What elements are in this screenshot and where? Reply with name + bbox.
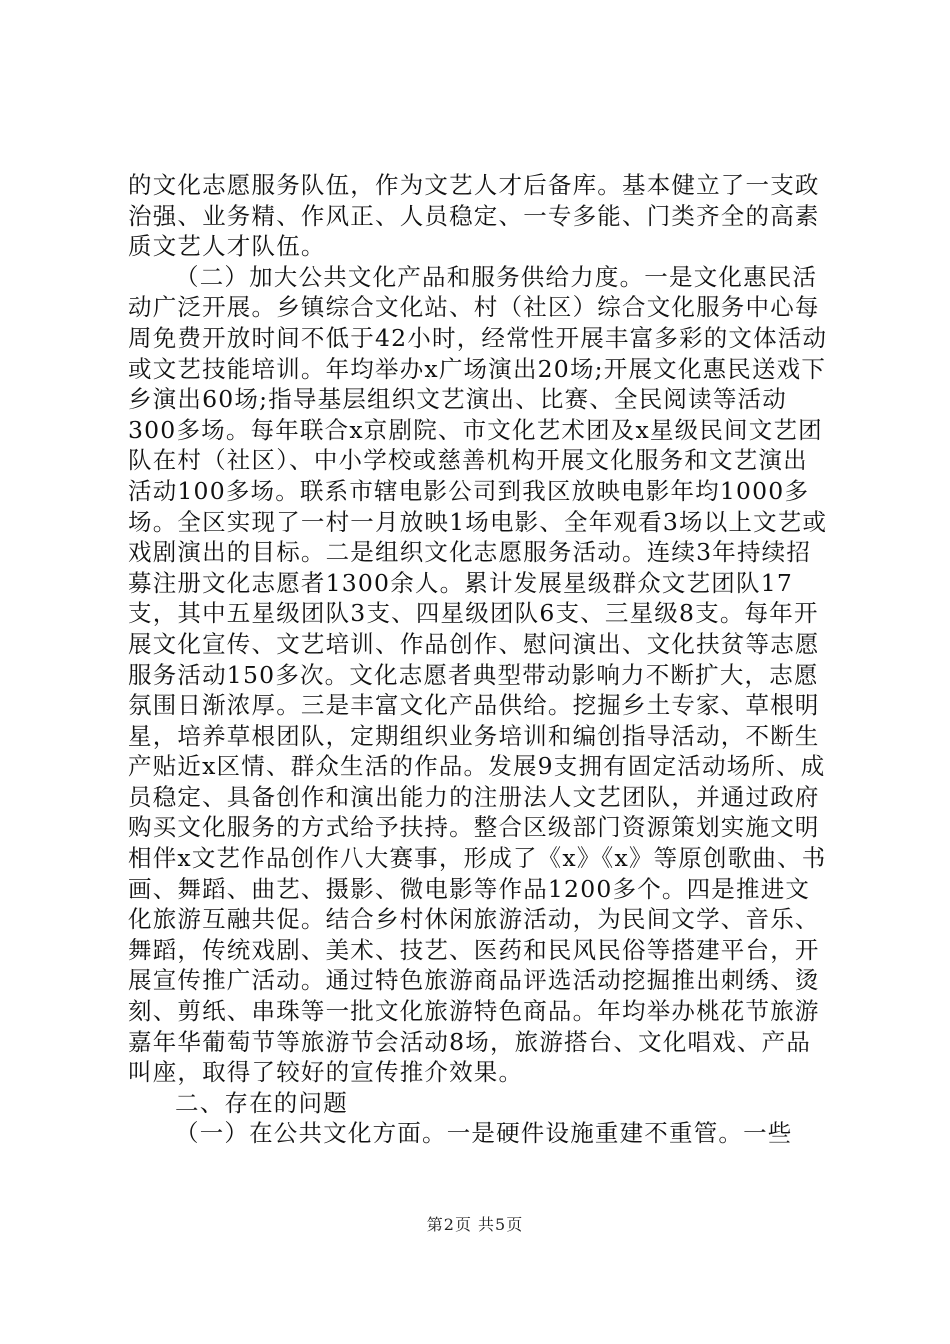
paragraph-public-culture-problems: （一）在公共文化方面。一是硬件设施重建不重管。一些: [175, 1119, 793, 1148]
paragraph-continuation: 的文化志愿服务队伍，作为文艺人才后备库。基本健立了一支政治强、业务精、作风正、人员稳定、一专多能、门类齐全的高素质文艺人才队伍。: [128, 171, 820, 261]
section-heading-problems: 二、存在的问题: [175, 1088, 348, 1117]
document-body: [128, 170, 830, 1149]
paragraph-public-culture-supply: （二）加大公共文化产品和服务供给力度。一是文化惠民活动广泛开展。乡镇综合文化站、村（社区）综合文化服务中心每周免费开放时间不低于42小时，经常性开展丰富多彩的文体活动或文艺技能培训。年均举办x广场演出20场;开展文化惠民送戏下乡演出60场;指导基层组织文艺演出、比赛、全民阅读等活动300多场。每年联合x京剧院、市文化艺术团及x星级民间文艺团队在村（社区）、中小学校或慈善机构开展文化服务和文艺演出活动100多场。联系市辖电影公司到我区放映电影年均1000多场。全区实现了一村一月放映1场电影、全年观看3场以上文艺或戏剧演出的目标。二是组织文化志愿服务活动。连续3年持续招募注册文化志愿者1300余人。累计发展星级群众文艺团队17支，其中五星级团队3支、四星级团队6支、三星级8支。每年开展文化宣传、文艺培训、作品创作、慰问演出、文化扶贫等志愿服务活动150多次。文化志愿者典型带动影响力不断扩大，志愿氛围日渐浓厚。三是丰富文化产品供给。挖掘乡土专家、草根明星，培养草根团队，定期组织业务培训和编创指导活动，不断生产贴近x区情、群众生活的作品。发展9支拥有固定活动场所、成员稳定、具备创作和演出能力的注册法人文艺团队，并通过政府购买文化服务的方式给予扶持。整合区级部门资源策划实施文明相伴x文艺作品创作八大赛事，形成了《x》《x》等原创歌曲、书画、舞蹈、曲艺、摄影、微电影等作品1200多个。四是推进文化旅游互融共促。结合乡村休闲旅游活动，为民间文学、音乐、舞蹈，传统戏剧、美术、技艺、医药和民风民俗等搭建平台，开展宣传推广活动。通过特色旅游商品评选活动挖掘推出刺绣、烫刻、剪纸、串珠等一批文化旅游特色商品。年均举办桃花节旅游嘉年华葡萄节等旅游节会活动8场，旅游搭台、文化唱戏、产品叫座，取得了较好的宣传推介效果。: [128, 262, 828, 1087]
page-number-footer: 第2页 共5页: [426, 1215, 524, 1234]
